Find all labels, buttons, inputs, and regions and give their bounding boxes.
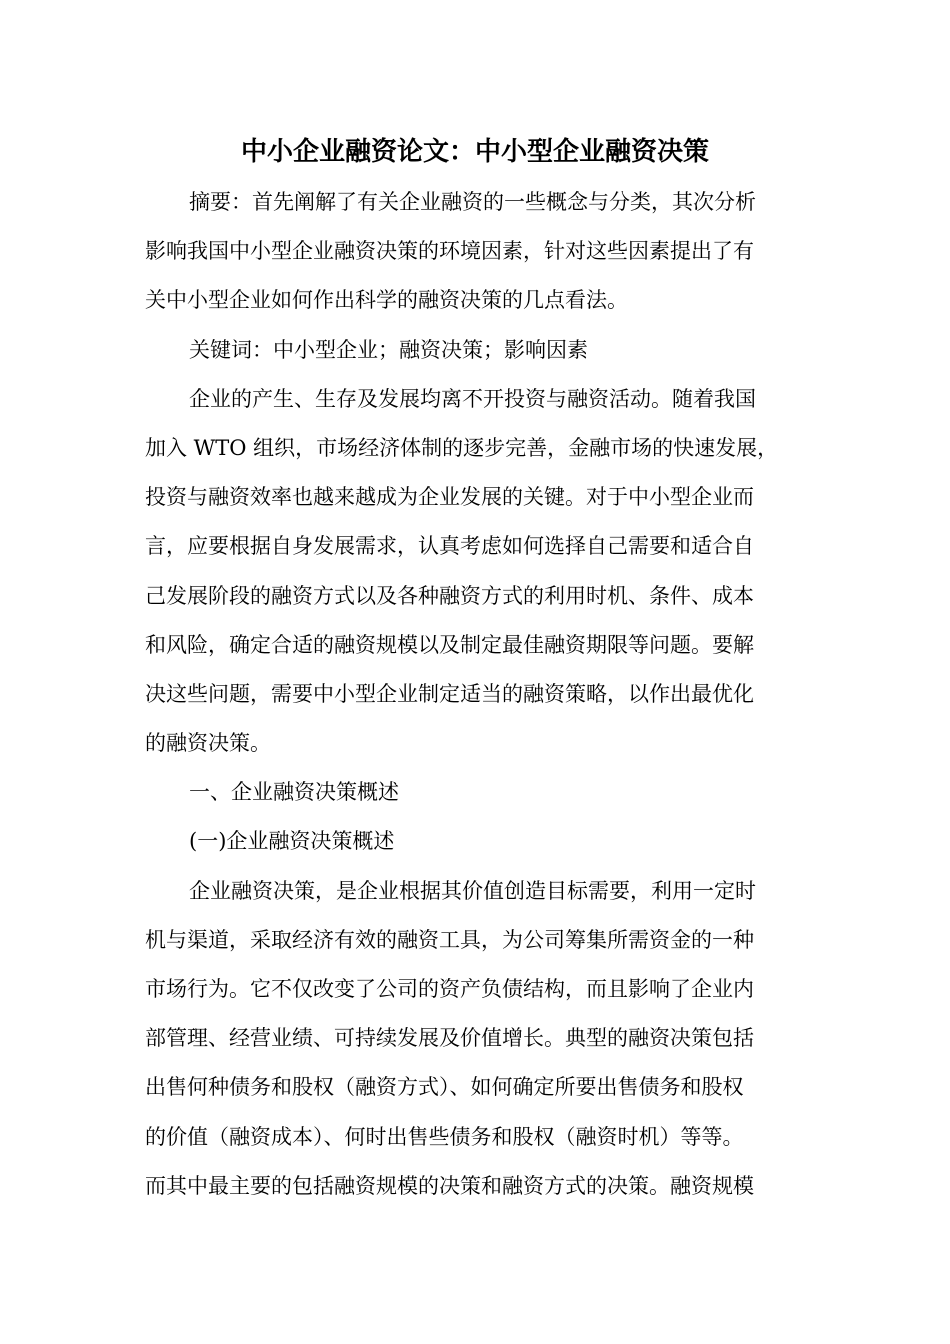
abstract-line: 影响我国中小型企业融资决策的环境因素，针对这些因素提出了有 xyxy=(145,239,754,264)
paragraph-line: 出售何种债务和股权（融资方式）、如何确定所要出售债务和股权 xyxy=(145,1075,744,1100)
paragraph-line: 己发展阶段的融资方式以及各种融资方式的利用时机、条件、成本 xyxy=(145,583,754,608)
keywords-line: 关键词：中小型企业；融资决策；影响因素 xyxy=(189,337,588,362)
paragraph-line: 决这些问题，需要中小型企业制定适当的融资策略，以作出最优化 xyxy=(145,681,754,706)
paragraph-line: 的融资决策。 xyxy=(145,731,271,756)
abstract-line: 关中小型企业如何作出科学的融资决策的几点看法。 xyxy=(145,288,628,313)
paragraph-line: 和风险，确定合适的融资规模以及制定最佳融资期限等问题。要解 xyxy=(145,632,754,657)
paragraph-line: 部管理、经营业绩、可持续发展及价值增长。典型的融资决策包括 xyxy=(145,1026,754,1051)
document-title: 中小企业融资论文：中小型企业融资决策 xyxy=(240,137,709,167)
paragraph-line: 的价值（融资成本）、何时出售些债务和股权（融资时机）等等。 xyxy=(145,1124,744,1149)
abstract-line: 摘要：首先阐解了有关企业融资的一些概念与分类，其次分析 xyxy=(189,190,756,214)
paragraph-line: 投资与融资效率也越来越成为企业发展的关键。对于中小型企业而 xyxy=(145,485,754,510)
paragraph-line: 而其中最主要的包括融资规模的决策和融资方式的决策。融资规模 xyxy=(145,1173,754,1198)
section-heading: 一、企业融资决策概述 xyxy=(189,780,399,805)
paragraph-line: 机与渠道，采取经济有效的融资工具，为公司筹集所需资金的一种 xyxy=(145,927,754,952)
paragraph-line: 市场行为。它不仅改变了公司的资产负债结构，而且影响了企业内 xyxy=(145,977,754,1001)
paragraph-line: 企业的产生、生存及发展均离不开投资与融资活动。随着我国 xyxy=(189,386,756,411)
paragraph-line: 言，应要根据自身发展需求，认真考虑如何选择自己需要和适合自 xyxy=(145,534,754,559)
paragraph-line: 企业融资决策，是企业根据其价值创造目标需要，利用一定时 xyxy=(189,878,756,903)
paragraph-line: 加入 WTO 组织，市场经济体制的逐步完善，金融市场的快速发展， xyxy=(145,435,779,460)
subsection-heading: (一)企业融资决策概述 xyxy=(189,829,395,854)
document-body xyxy=(145,178,820,1211)
